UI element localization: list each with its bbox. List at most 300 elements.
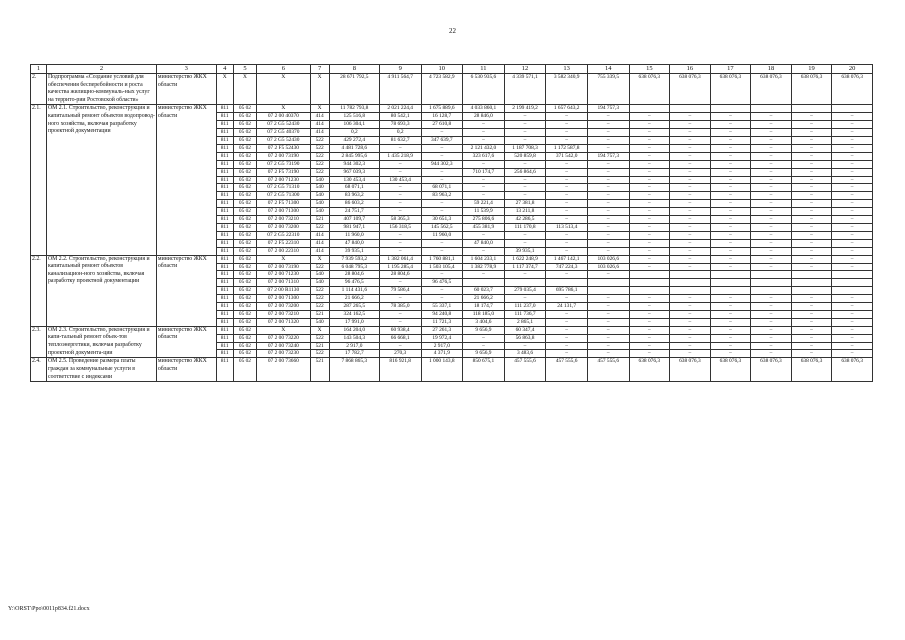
table-cell: 811 — [216, 208, 233, 216]
section-number: 2.3. — [31, 326, 47, 358]
column-number-cell: 12 — [504, 65, 546, 74]
table-cell: – — [629, 263, 670, 271]
table-cell: 55 337,1 — [421, 303, 463, 311]
table-cell — [629, 105, 670, 113]
table-cell: – — [587, 144, 629, 152]
table-cell — [791, 287, 832, 295]
table-cell: 522 — [310, 287, 329, 295]
table-cell: 56 863,8 — [504, 334, 546, 342]
table-cell: 2 021 224,4 — [379, 105, 421, 113]
table-cell: 07 2 00 40370 — [257, 113, 310, 121]
table-cell: – — [751, 295, 792, 303]
table-cell: 05 02 — [233, 223, 256, 231]
table-cell: – — [546, 271, 588, 279]
table-cell: – — [710, 160, 751, 168]
table-cell: – — [463, 176, 505, 184]
table-cell: – — [587, 303, 629, 311]
table-cell: 4 033 860,1 — [463, 105, 505, 113]
table-cell: 05 02 — [233, 129, 256, 137]
table-cell: – — [751, 303, 792, 311]
table-cell: – — [832, 303, 873, 311]
table-cell: 68 071,1 — [329, 184, 379, 192]
table-cell: – — [832, 208, 873, 216]
table-cell: 27 261,3 — [421, 326, 463, 334]
table-cell: – — [710, 192, 751, 200]
section-number: 2. — [31, 74, 47, 105]
column-number-cell: 5 — [233, 65, 256, 74]
table-cell: – — [421, 295, 463, 303]
table-cell: – — [587, 247, 629, 255]
table-cell: – — [670, 239, 711, 247]
executor-name: министерство ЖКХ области — [156, 74, 216, 105]
table-cell: 07 2 00 73210 — [257, 216, 310, 224]
table-cell: – — [629, 144, 670, 152]
table-cell: 83 963,2 — [329, 192, 379, 200]
table-cell: 07 2 G5 52430 — [257, 137, 310, 145]
table-cell: 811 — [216, 105, 233, 113]
table-cell: – — [832, 223, 873, 231]
table-cell: 28 804,6 — [379, 271, 421, 279]
column-number-cell: 8 — [329, 65, 379, 74]
table-cell: 125 516,8 — [329, 113, 379, 121]
table-cell: 522 — [310, 144, 329, 152]
table-cell: 130 453,4 — [329, 176, 379, 184]
table-cell: – — [710, 152, 751, 160]
table-cell: – — [832, 192, 873, 200]
table-cell: 0,2 — [379, 129, 421, 137]
table-cell: – — [629, 334, 670, 342]
table-cell: – — [670, 263, 711, 271]
table-cell: 47 840,0 — [463, 239, 505, 247]
table-cell: 347 639,7 — [421, 137, 463, 145]
table-cell: 05 02 — [233, 350, 256, 358]
table-cell: 695 786,1 — [546, 287, 588, 295]
table-cell: 540 — [310, 192, 329, 200]
table-cell: 638 076,3 — [710, 358, 751, 382]
table-cell: 07 2 00 73660 — [257, 358, 310, 382]
table-cell: 05 02 — [233, 113, 256, 121]
table-cell: – — [629, 231, 670, 239]
table-cell: 83 963,2 — [421, 192, 463, 200]
table-cell: 78 693,3 — [379, 121, 421, 129]
table-cell: – — [463, 121, 505, 129]
table-cell: – — [710, 255, 751, 263]
table-cell: 521 — [310, 342, 329, 350]
table-cell: – — [710, 200, 751, 208]
table-cell: 811 — [216, 137, 233, 145]
table-cell: – — [629, 113, 670, 121]
table-cell: 457 555,6 — [587, 358, 629, 382]
table-cell: – — [546, 295, 588, 303]
table-cell: – — [504, 113, 546, 121]
column-number-cell: 7 — [310, 65, 329, 74]
table-cell: Х — [233, 74, 256, 105]
table-cell: 324 162,5 — [329, 310, 379, 318]
table-cell: – — [710, 247, 751, 255]
table-cell: 811 — [216, 160, 233, 168]
table-cell: Х — [257, 255, 310, 263]
table-cell: – — [463, 192, 505, 200]
table-cell: – — [670, 295, 711, 303]
table-cell: 05 02 — [233, 200, 256, 208]
table-cell — [629, 287, 670, 295]
table-cell: – — [670, 184, 711, 192]
table-cell: 07 2 00 71300 — [257, 295, 310, 303]
table-cell: 747 224,3 — [546, 263, 588, 271]
column-number-cell: 2 — [47, 65, 157, 74]
table-cell: – — [629, 239, 670, 247]
table-cell: 07 2 00 73190 — [257, 263, 310, 271]
table-cell: 270,3 — [379, 350, 421, 358]
table-cell: – — [587, 342, 629, 350]
table-cell: 05 02 — [233, 271, 256, 279]
table-cell: 3 582 340,9 — [546, 74, 588, 105]
executor-name: министерство ЖКХ области — [156, 326, 216, 358]
table-cell: – — [751, 137, 792, 145]
table-cell: – — [587, 168, 629, 176]
table-cell: 05 02 — [233, 121, 256, 129]
table-cell: 1 467 142,1 — [546, 255, 588, 263]
table-cell: – — [463, 334, 505, 342]
table-row — [31, 74, 873, 105]
table-cell: 07 2 00 73230 — [257, 350, 310, 358]
table-cell: 21 666,2 — [463, 295, 505, 303]
table-cell: Х — [310, 326, 329, 334]
table-cell: – — [629, 121, 670, 129]
table-cell: – — [710, 303, 751, 311]
table-cell: – — [587, 176, 629, 184]
table-cell: – — [421, 239, 463, 247]
table-cell: 11 539,9 — [463, 208, 505, 216]
column-number-cell: 4 — [216, 65, 233, 74]
table-cell: 07 2 00 73200 — [257, 223, 310, 231]
table-cell: 39 935,1 — [329, 247, 379, 255]
table-cell: 540 — [310, 176, 329, 184]
table-cell: 07 2 00 73220 — [257, 334, 310, 342]
table-cell — [546, 279, 588, 287]
table-cell: – — [710, 144, 751, 152]
table-cell: – — [710, 326, 751, 334]
table-cell: 07 2 00 22310 — [257, 247, 310, 255]
executor-name: министерство ЖКХ области — [156, 358, 216, 382]
table-cell: 05 02 — [233, 192, 256, 200]
table-cell — [751, 105, 792, 113]
table-cell: – — [832, 326, 873, 334]
table-cell: 811 — [216, 310, 233, 318]
table-cell: – — [421, 271, 463, 279]
table-cell: 30 651,3 — [421, 216, 463, 224]
table-cell: – — [546, 129, 588, 137]
table-cell: – — [504, 121, 546, 129]
table-cell: 944 302,3 — [329, 160, 379, 168]
table-cell: 3 483,6 — [504, 350, 546, 358]
table-cell: – — [791, 255, 832, 263]
table-cell — [587, 279, 629, 287]
table-cell: – — [629, 208, 670, 216]
table-cell — [504, 279, 546, 287]
table-cell — [629, 279, 670, 287]
table-cell: – — [587, 239, 629, 247]
table-cell: – — [791, 326, 832, 334]
table-cell: – — [832, 176, 873, 184]
table-cell: 194 757,3 — [587, 105, 629, 113]
table-cell: 07 2 F5 71300 — [257, 200, 310, 208]
table-cell: – — [546, 326, 588, 334]
table-cell — [791, 105, 832, 113]
table-cell: 4 911 564,7 — [379, 74, 421, 105]
table-cell: 05 02 — [233, 105, 256, 113]
table-cell: – — [670, 192, 711, 200]
column-number-cell: 16 — [670, 65, 711, 74]
table-cell: 2 917,0 — [329, 342, 379, 350]
table-cell: 540 — [310, 318, 329, 326]
table-cell: – — [463, 129, 505, 137]
table-cell: – — [379, 318, 421, 326]
table-cell: – — [791, 192, 832, 200]
table-cell: – — [670, 144, 711, 152]
table-cell: 811 — [216, 184, 233, 192]
table-cell: 521 — [310, 358, 329, 382]
table-cell: 2 845 995,6 — [329, 152, 379, 160]
table-cell: – — [629, 342, 670, 350]
table-cell: – — [463, 137, 505, 145]
table-cell: Х — [310, 255, 329, 263]
table-cell: – — [587, 318, 629, 326]
table-cell: 1 675 889,6 — [421, 105, 463, 113]
program-name: ОМ 2.5. Проведение размера платы граждан за коммунальные услуги в соответствие с индексами — [47, 358, 157, 382]
executor-name: министерство ЖКХ области — [156, 105, 216, 255]
table-cell: 811 — [216, 303, 233, 311]
table-cell: 811 — [216, 216, 233, 224]
table-cell: – — [421, 287, 463, 295]
budget-table — [30, 64, 873, 382]
table-cell: – — [751, 208, 792, 216]
table-cell: 130 453,4 — [379, 176, 421, 184]
table-cell: 1 657 643,2 — [546, 105, 588, 113]
table-cell: – — [587, 231, 629, 239]
table-cell: 522 — [310, 168, 329, 176]
table-cell: 4 723 582,9 — [421, 74, 463, 105]
column-number-cell: 20 — [832, 65, 873, 74]
table-cell: 638 076,3 — [670, 358, 711, 382]
table-cell: 811 — [216, 334, 233, 342]
table-cell — [832, 271, 873, 279]
table-cell: 05 02 — [233, 152, 256, 160]
table-cell: 638 076,3 — [791, 358, 832, 382]
table-cell: 9 656,9 — [463, 326, 505, 334]
table-cell: – — [504, 192, 546, 200]
table-cell: – — [546, 318, 588, 326]
table-cell: – — [670, 160, 711, 168]
table-cell: – — [546, 184, 588, 192]
table-cell: – — [504, 231, 546, 239]
table-cell: – — [504, 271, 546, 279]
table-cell: 638 076,3 — [751, 74, 792, 105]
table-cell: 1 382 061,4 — [379, 255, 421, 263]
table-cell: – — [463, 271, 505, 279]
column-number-cell: 19 — [791, 65, 832, 74]
table-cell: 638 076,3 — [791, 74, 832, 105]
table-cell: – — [710, 121, 751, 129]
column-number-cell: 15 — [629, 65, 670, 74]
table-cell: – — [629, 295, 670, 303]
table-cell: 111 237,0 — [504, 303, 546, 311]
table-cell: – — [751, 239, 792, 247]
table-cell: 811 — [216, 358, 233, 382]
table-cell — [463, 279, 505, 287]
table-cell: – — [587, 113, 629, 121]
table-cell: – — [546, 334, 588, 342]
table-cell: 522 — [310, 263, 329, 271]
table-cell: 522 — [310, 152, 329, 160]
table-cell: Х — [257, 74, 310, 105]
table-cell: 17 782,7 — [329, 350, 379, 358]
table-cell: – — [751, 113, 792, 121]
table-cell: – — [751, 216, 792, 224]
table-cell: – — [791, 121, 832, 129]
table-cell: – — [546, 192, 588, 200]
table-cell: 80 542,1 — [379, 113, 421, 121]
table-cell: 6 048 795,3 — [329, 263, 379, 271]
table-cell: 811 — [216, 168, 233, 176]
table-cell: 1 622 248,9 — [504, 255, 546, 263]
table-cell: Х — [310, 74, 329, 105]
table-cell: 28 804,6 — [329, 271, 379, 279]
table-cell: 540 — [310, 200, 329, 208]
table-cell: – — [751, 176, 792, 184]
table-cell: – — [791, 168, 832, 176]
table-cell: 710 174,7 — [463, 168, 505, 176]
table-cell: – — [710, 208, 751, 216]
table-cell: 638 076,3 — [629, 74, 670, 105]
table-cell: – — [710, 184, 751, 192]
table-cell — [670, 271, 711, 279]
table-cell: 638 076,3 — [710, 74, 751, 105]
table-cell: – — [629, 255, 670, 263]
table-cell: 05 02 — [233, 137, 256, 145]
table-cell: 78 385,0 — [379, 303, 421, 311]
table-cell: 540 — [310, 279, 329, 287]
table-cell: 638 076,3 — [751, 358, 792, 382]
table-cell: 96 476,5 — [421, 279, 463, 287]
table-cell: 59 221,4 — [463, 200, 505, 208]
table-cell: 07 2 F5 73190 — [257, 168, 310, 176]
table-cell: – — [751, 326, 792, 334]
table-cell: – — [421, 144, 463, 152]
table-cell: – — [670, 208, 711, 216]
table-cell: 2 917,0 — [421, 342, 463, 350]
table-cell: 811 — [216, 318, 233, 326]
table-cell: 638 076,3 — [832, 358, 873, 382]
table-cell: – — [587, 216, 629, 224]
table-cell: 21 666,2 — [329, 295, 379, 303]
table-cell: – — [629, 310, 670, 318]
page-number: 22 — [449, 27, 456, 35]
table-cell: – — [670, 326, 711, 334]
table-cell: – — [670, 152, 711, 160]
table-cell: 07 2 00 R1130 — [257, 287, 310, 295]
table-cell: – — [751, 247, 792, 255]
table-cell — [751, 271, 792, 279]
table-cell: – — [379, 239, 421, 247]
table-cell: – — [504, 176, 546, 184]
table-cell: – — [791, 113, 832, 121]
table-cell: – — [670, 231, 711, 239]
table-cell: 164 204,0 — [329, 326, 379, 334]
table-cell: – — [710, 223, 751, 231]
table-cell: – — [587, 208, 629, 216]
table-cell: – — [629, 137, 670, 145]
table-cell: 414 — [310, 239, 329, 247]
table-cell: – — [710, 113, 751, 121]
table-cell: – — [832, 137, 873, 145]
table-cell: 05 02 — [233, 144, 256, 152]
table-cell: 60 023,7 — [463, 287, 505, 295]
table-cell: 145 562,5 — [421, 223, 463, 231]
table-cell: 811 — [216, 287, 233, 295]
table-cell: – — [832, 121, 873, 129]
table-cell: – — [751, 192, 792, 200]
table-cell: 05 02 — [233, 326, 256, 334]
table-cell: – — [832, 310, 873, 318]
table-cell: – — [832, 247, 873, 255]
table-cell: 811 — [216, 200, 233, 208]
table-cell: – — [832, 168, 873, 176]
table-cell: – — [421, 176, 463, 184]
table-cell: 11 721,3 — [421, 318, 463, 326]
column-number-cell: 10 — [421, 65, 463, 74]
table-cell: – — [670, 176, 711, 184]
table-cell: 811 — [216, 121, 233, 129]
table-cell: – — [587, 160, 629, 168]
table-cell: – — [751, 342, 792, 350]
table-cell: – — [751, 310, 792, 318]
table-cell: 94 240,8 — [421, 310, 463, 318]
table-cell: 429 272,4 — [329, 137, 379, 145]
table-cell: – — [670, 318, 711, 326]
table-cell: – — [379, 310, 421, 318]
table-cell: 457 555,6 — [504, 358, 546, 382]
table-cell: 414 — [310, 231, 329, 239]
table-cell: 47 840,0 — [329, 239, 379, 247]
table-cell: 05 02 — [233, 334, 256, 342]
table-cell: – — [791, 129, 832, 137]
table-cell: – — [546, 168, 588, 176]
table-cell: 07 2 00 73200 — [257, 303, 310, 311]
table-cell: Х — [257, 105, 310, 113]
table-cell: – — [379, 295, 421, 303]
table-cell: 414 — [310, 247, 329, 255]
table-cell: – — [791, 223, 832, 231]
table-cell: 11 782 793,8 — [329, 105, 379, 113]
table-cell: – — [463, 342, 505, 350]
table-cell — [629, 271, 670, 279]
table-cell: 07 2 00 71230 — [257, 271, 310, 279]
table-cell: 07 2 00 73190 — [257, 152, 310, 160]
table-cell: – — [751, 255, 792, 263]
table-cell: – — [421, 208, 463, 216]
table-cell: 07 2 G5 22310 — [257, 231, 310, 239]
table-cell: 05 02 — [233, 184, 256, 192]
table-cell: 811 — [216, 295, 233, 303]
table-cell: 1 760 881,1 — [421, 255, 463, 263]
table-cell: – — [670, 113, 711, 121]
table-cell — [832, 105, 873, 113]
table-cell: 05 02 — [233, 160, 256, 168]
table-cell: 58 365,3 — [379, 216, 421, 224]
table-cell: – — [421, 168, 463, 176]
table-cell: – — [670, 121, 711, 129]
